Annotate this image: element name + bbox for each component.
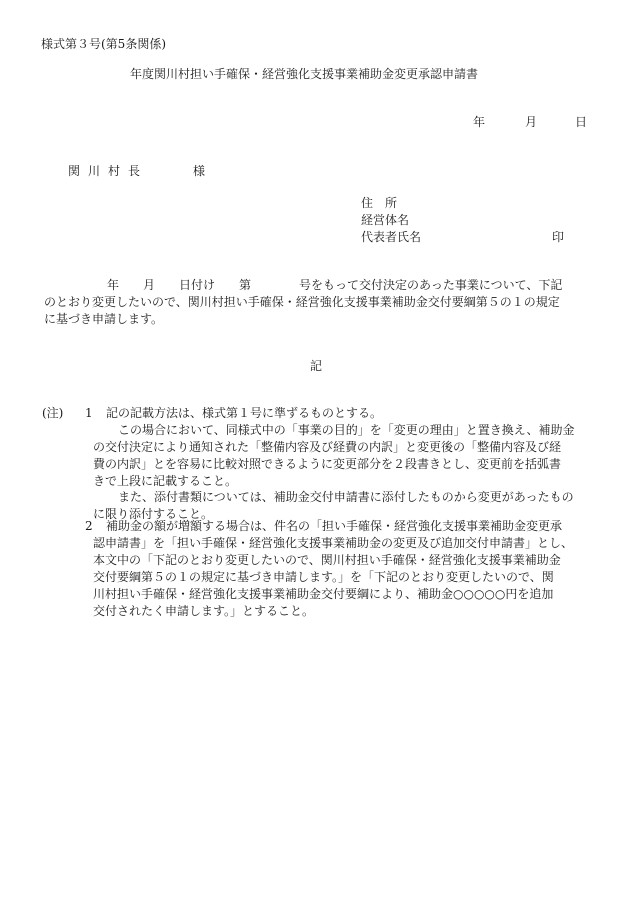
- addressee-honorific: 様: [193, 164, 206, 178]
- note-1-line: に限り添付すること。: [93, 507, 214, 521]
- date-year-label: 年: [473, 115, 486, 129]
- note-2-line: 川村担い手確保・経営強化支援事業補助金交付要綱により、補助金○○○○○円を追加: [93, 587, 554, 601]
- seal-label: 印: [552, 230, 565, 244]
- notes-label: (注): [42, 406, 64, 420]
- note-1-line: この場合において、同様式中の「事業の目的」を「変更の理由」と置き換え、補助金: [118, 423, 575, 437]
- note-2-line: 認申請書」を「担い手確保・経営強化支援事業補助金の変更及び追加交付申請書」とし、: [93, 536, 574, 550]
- note-2-line: 本文中の「下記のとおり変更したいので、関川村担い手確保・経営強化支援事業補助金: [93, 553, 561, 567]
- document-title: 年度関川村担い手確保・経営強化支援事業補助金変更承認申請書: [130, 67, 479, 81]
- form-number: 様式第３号(第5条関係): [41, 37, 166, 51]
- body-line: 年 月 日付け 第 号をもって交付決定のあった事業について、下記: [107, 278, 563, 292]
- note-1-line: 記の記載方法は、様式第１号に準ずるものとする。: [106, 406, 383, 420]
- note-number-2: 2: [85, 519, 93, 533]
- applicant-representative-label: 代表者氏名: [361, 230, 422, 244]
- applicant-org-label: 経営体名: [361, 213, 410, 227]
- date-day-label: 日: [575, 115, 588, 129]
- addressee-name: 関川村長: [68, 164, 149, 178]
- body-line: に基づき申請します。: [44, 312, 164, 326]
- note-2-line: 交付されたく申請します。」とすること。: [93, 604, 315, 618]
- applicant-address-label: 住 所: [361, 196, 398, 210]
- note-2-line: 補助金の額が増額する場合は、件名の「担い手確保・経営強化支援事業補助金変更承: [106, 519, 563, 533]
- note-2-line: 交付要綱第５の１の規定に基づき申請します。」を「下記のとおり変更したいので、関: [93, 570, 554, 584]
- note-1-line: 費の内訳」とを容易に比較対照できるように変更部分を２段書きとし、変更前を括弧書: [93, 457, 562, 471]
- note-number-1: 1: [85, 406, 93, 420]
- note-1-line: また、添付書類については、補助金交付申請書に添付したものから変更があったもの: [118, 490, 574, 504]
- date-month-label: 月: [525, 115, 538, 129]
- note-1-line: の交付決定により通知された「整備内容及び経費の内訳」と変更後の「整備内容及び経: [93, 440, 562, 454]
- ki-heading: 記: [310, 359, 323, 373]
- note-1-line: きで上段に記載すること。: [93, 474, 238, 488]
- body-line: のとおり変更したいので、関川村担い手確保・経営強化支援事業補助金交付要綱第５の１の規定: [44, 295, 560, 309]
